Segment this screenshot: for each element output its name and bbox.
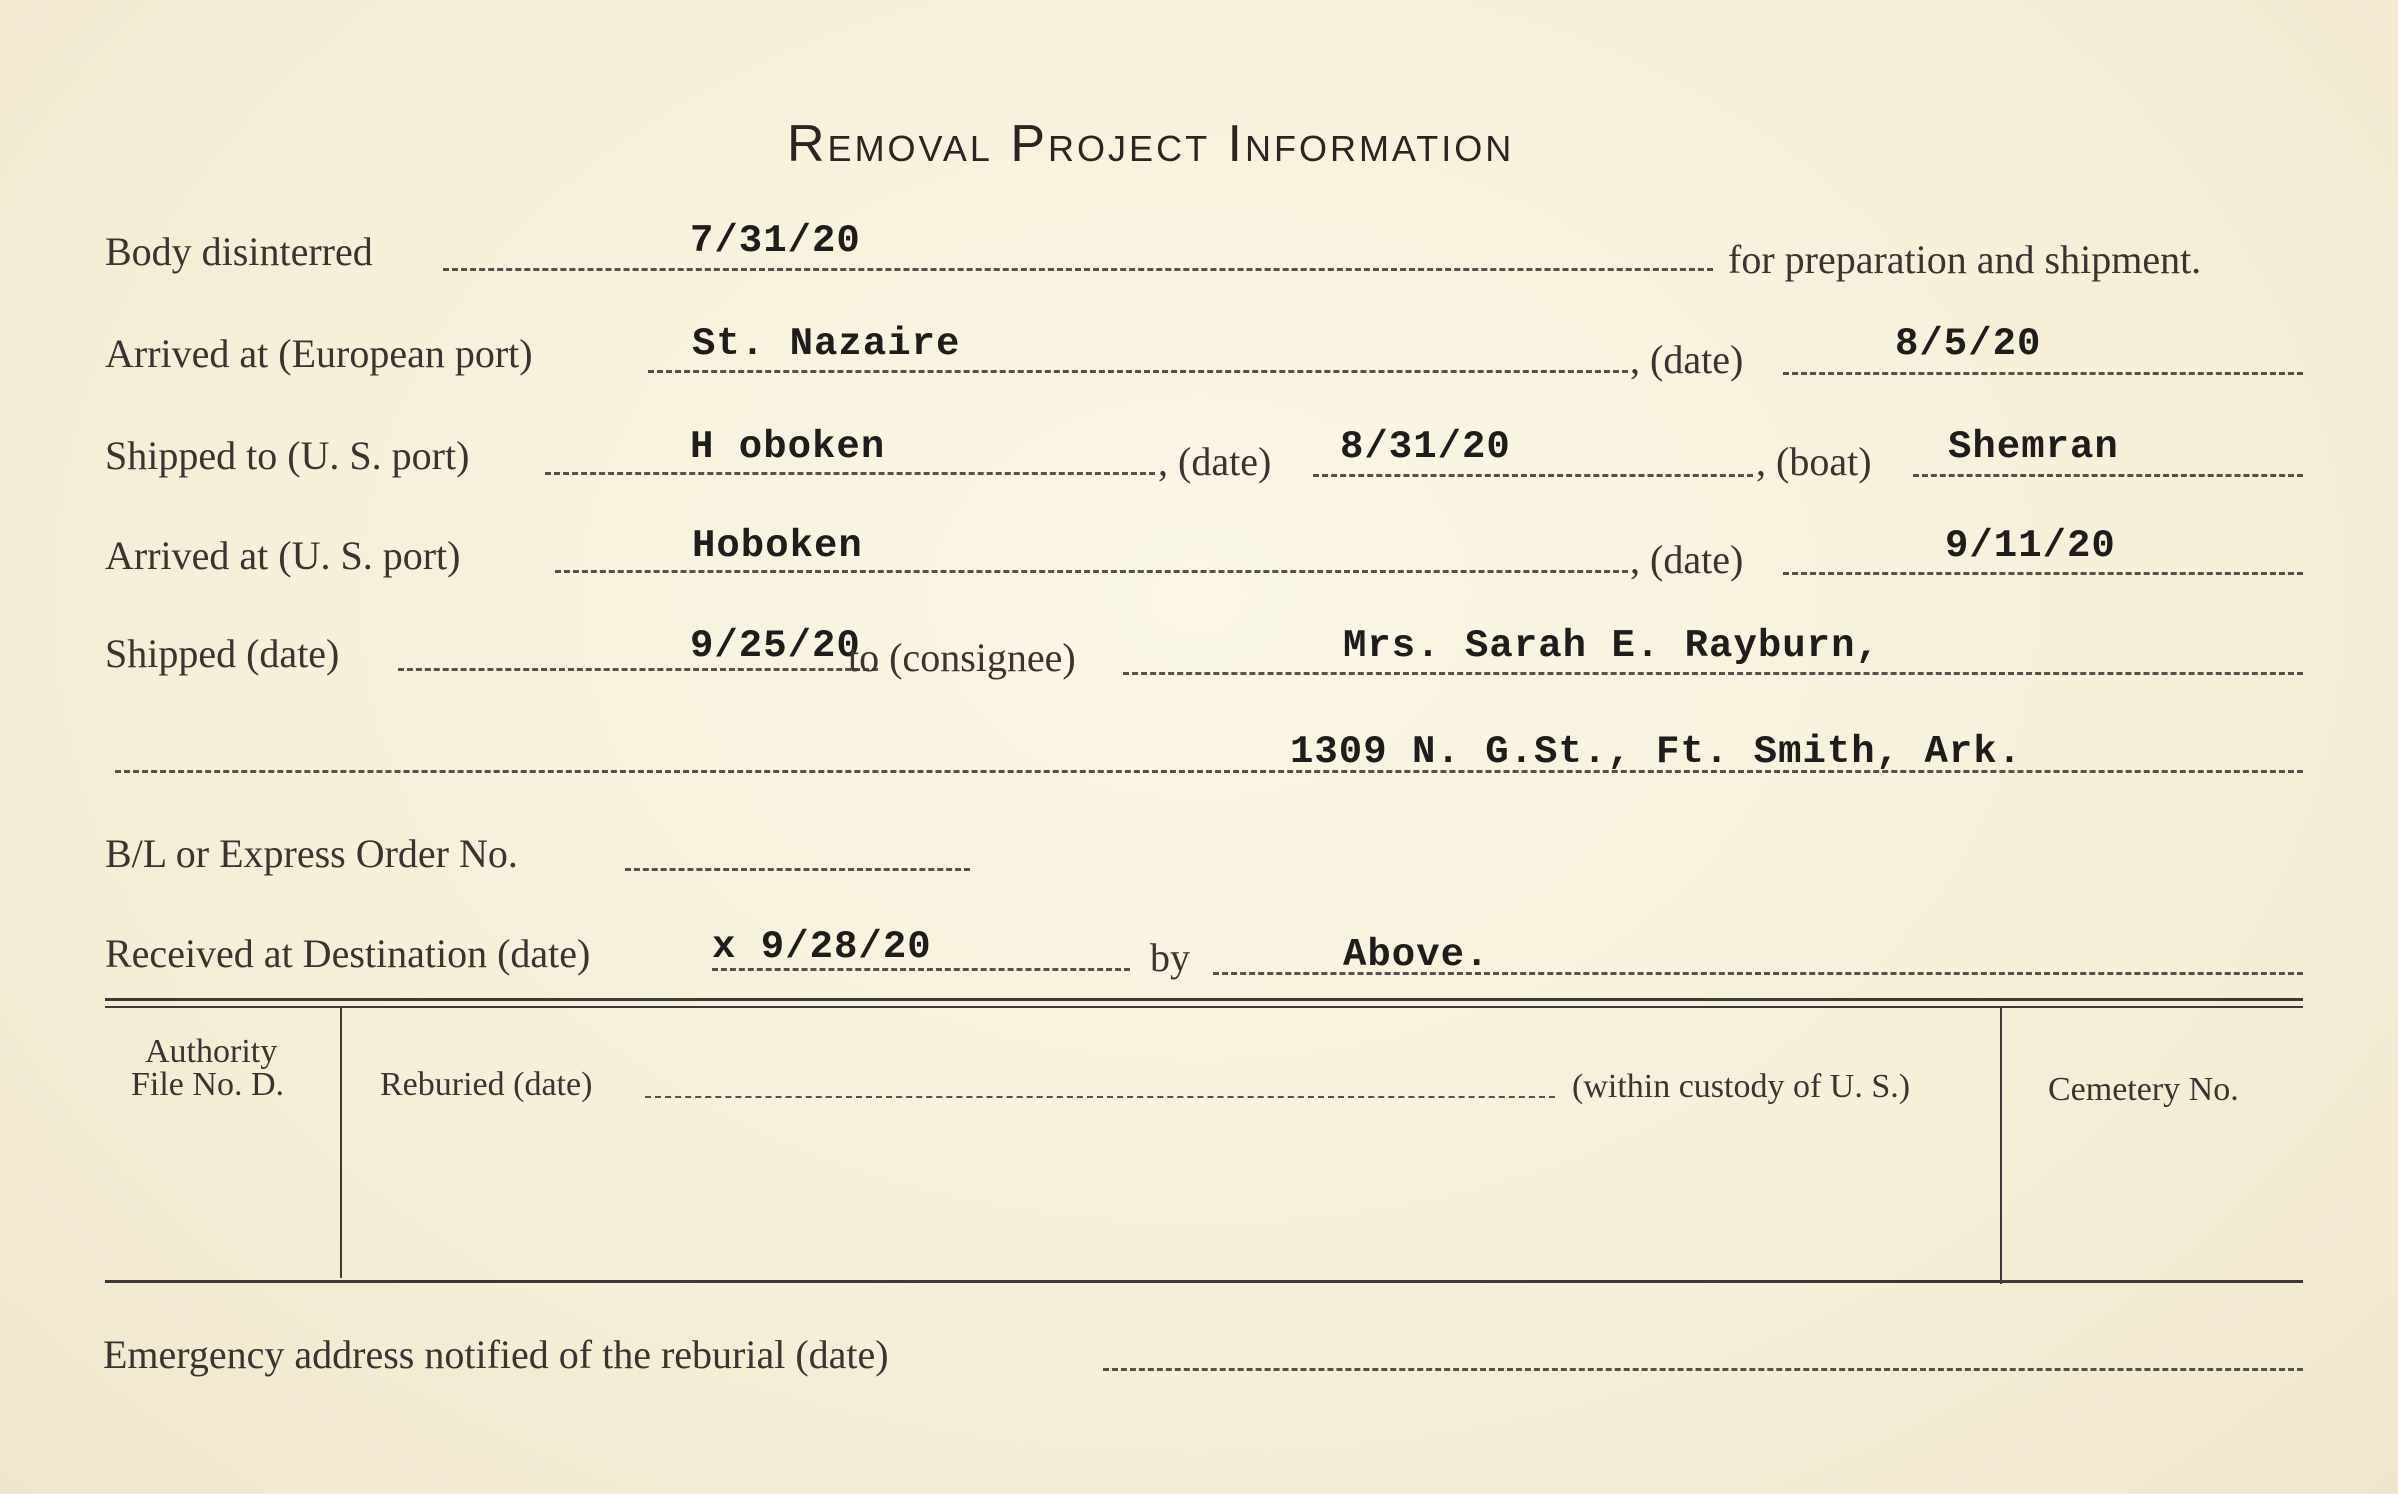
arrived-european-date-line — [1783, 372, 2303, 375]
received-by-label: by — [1150, 935, 1190, 980]
emergency-label: Emergency address notified of the reburial (date) — [103, 1332, 889, 1377]
arrived-european-date-label: , (date) — [1630, 337, 1744, 382]
box-bottom-rule — [105, 1280, 2303, 1283]
received-label: Received at Destination (date) — [105, 931, 591, 976]
arrived-us-line — [555, 570, 1628, 573]
arrived-us-date-label: , (date) — [1630, 537, 1744, 582]
shipped-to-boat-label: , (boat) — [1756, 439, 1872, 484]
arrived-european-line — [648, 370, 1628, 373]
disinterred-value: 7/31/20 — [690, 219, 861, 263]
reburied-line — [645, 1096, 1555, 1098]
custody-label: (within custody of U. S.) — [1572, 1068, 1911, 1105]
received-by-value: Above. — [1343, 933, 1490, 977]
bl-label: B/L or Express Order No. — [105, 831, 518, 876]
shipped-to-line — [545, 472, 1155, 475]
address-value: 1309 N. G.St., Ft. Smith, Ark. — [1290, 730, 2023, 774]
shipped-to-boat-line — [1913, 474, 2303, 477]
cemetery-label: Cemetery No. — [2048, 1071, 2239, 1108]
arrived-us-date-line — [1783, 572, 2303, 575]
authority-line1: Authority — [145, 1033, 278, 1070]
arrived-european-label: Arrived at (European port) — [105, 331, 533, 376]
shipped-to-date-label: , (date) — [1158, 439, 1272, 484]
box-divider-right — [2000, 1006, 2002, 1284]
shipped-line — [398, 668, 878, 671]
shipped-to-value: H oboken — [690, 425, 886, 469]
consignee-value: Mrs. Sarah E. Rayburn, — [1343, 624, 1880, 668]
shipped-value: 9/25/20 — [690, 624, 861, 668]
shipped-to-boat-value: Shemran — [1948, 425, 2119, 469]
box-top-rule — [105, 998, 2303, 1001]
box-top-rule-inner — [105, 1006, 2303, 1008]
shipped-to-date-value: 8/31/20 — [1340, 425, 1511, 469]
shipped-to-label: Shipped to (U. S. port) — [105, 433, 470, 478]
arrived-european-value: St. Nazaire — [692, 322, 961, 366]
arrived-us-value: Hoboken — [692, 524, 863, 568]
emergency-line — [1103, 1368, 2303, 1371]
disinterred-suffix: for preparation and shipment. — [1728, 237, 2202, 282]
box-divider-left — [340, 1006, 342, 1278]
disinterred-label: Body disinterred — [105, 229, 373, 274]
page-title: Removal Project Information — [787, 115, 1515, 173]
consignee-line — [1123, 672, 2303, 675]
shipped-label: Shipped (date) — [105, 631, 340, 676]
arrived-european-date-value: 8/5/20 — [1895, 322, 2042, 366]
reburied-label: Reburied (date) — [380, 1066, 593, 1103]
shipped-to-date-line — [1313, 474, 1753, 477]
consignee-label: to (consignee) — [848, 635, 1076, 680]
arrived-us-label: Arrived at (U. S. port) — [105, 533, 461, 578]
arrived-us-date-value: 9/11/20 — [1945, 524, 2116, 568]
authority-line2: File No. D. — [131, 1066, 284, 1103]
received-value: x 9/28/20 — [712, 925, 932, 969]
bl-line — [625, 868, 970, 871]
disinterred-line — [443, 268, 1713, 271]
